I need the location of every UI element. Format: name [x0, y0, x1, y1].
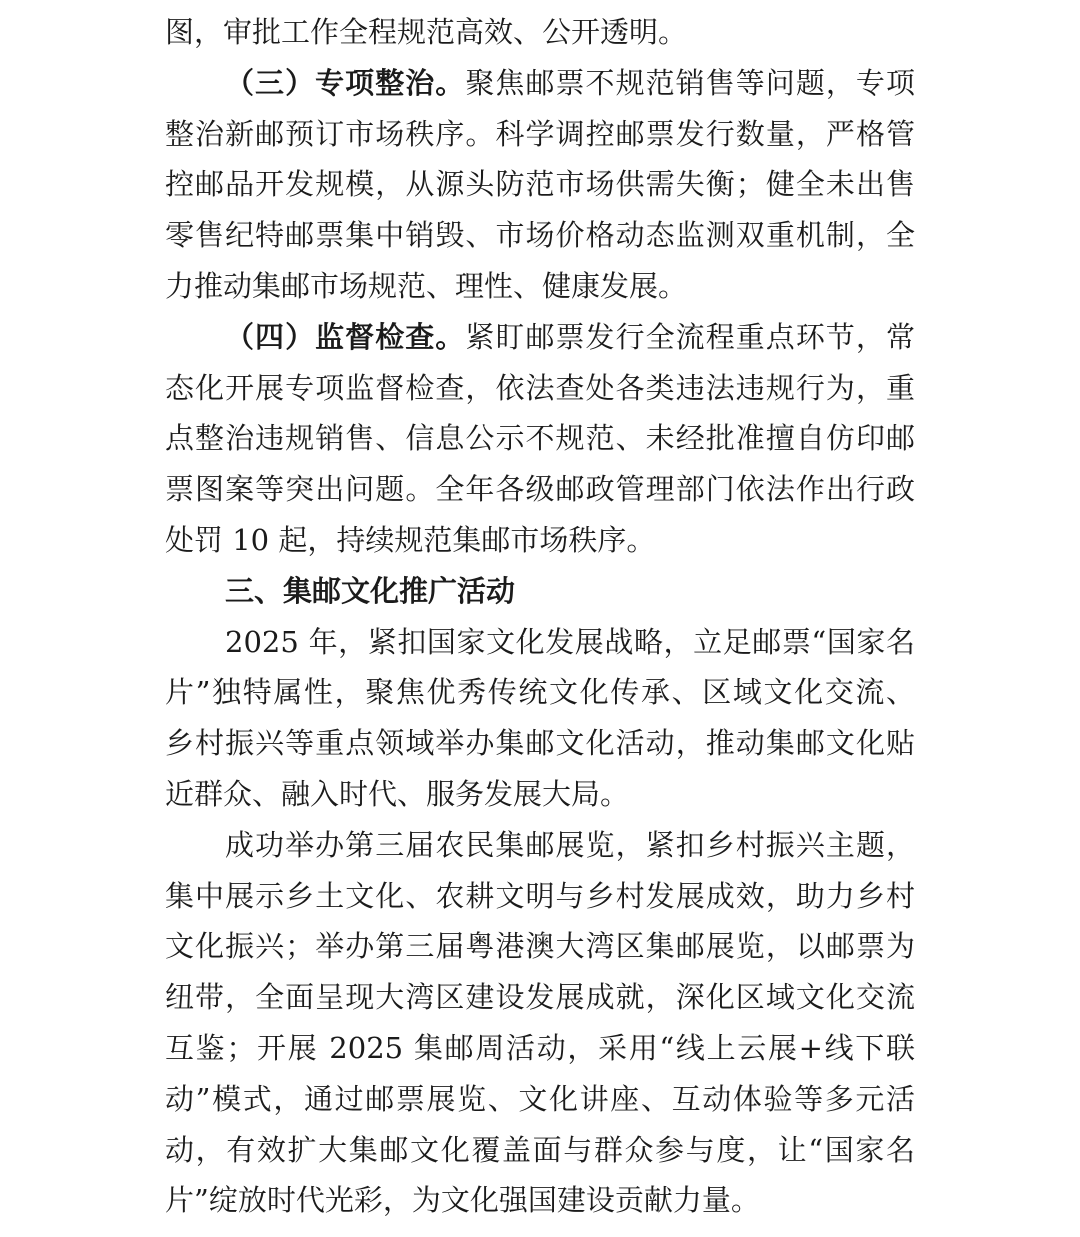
text-line: 票图案等突出问题。全年各级邮政管理部门依法作出行政 — [165, 472, 915, 507]
text-line: 2025 年，紧扣国家文化发展战略，立足邮票“国家名 — [225, 624, 915, 659]
section-lead: （三）专项整治。 — [225, 65, 466, 100]
text-line: 集中展示乡土文化、农耕文明与乡村发展成效，助力乡村 — [165, 878, 915, 913]
text-line: 纽带，全面呈现大湾区建设发展成就，深化区域文化交流 — [165, 980, 915, 1015]
text-line: 文化振兴；举办第三届粤港澳大湾区集邮展览，以邮票为 — [165, 929, 915, 964]
line-text: 紧盯邮票发行全流程重点环节，常 — [465, 319, 915, 354]
text-line — [165, 58, 915, 109]
text-line: 零售纪特邮票集中销毁、市场价格动态监测双重机制，全 — [165, 218, 915, 253]
text-line: 处罚 10 起，持续规范集邮市场秩序。 — [165, 522, 656, 557]
paragraph-culture-strategy — [165, 617, 915, 820]
text-line: 片”绽放时代光彩，为文化强国建设贡献力量。 — [165, 1183, 760, 1218]
text-line: 动，有效扩大集邮文化覆盖面与群众参与度，让“国家名 — [165, 1132, 915, 1167]
text-line: 整治新邮预订市场秩序。科学调控邮票发行数量，严格管 — [165, 116, 915, 151]
text-line: 动”模式，通过邮票展览、文化讲座、互动体验等多元活 — [165, 1081, 915, 1116]
text-line: 近群众、融入时代、服务发展大局。 — [165, 776, 630, 811]
text-line: 控邮品开发规模，从源头防范市场供需失衡；健全未出售 — [165, 167, 915, 202]
paragraph-supervision-inspection — [165, 312, 915, 566]
text-line: 互鉴；开展 2025 集邮周活动，采用“线上云展+线下联 — [165, 1030, 915, 1065]
line-text: 聚焦邮票不规范销售等问题，专项 — [465, 65, 915, 100]
text-line: 点整治违规销售、信息公示不规范、未经批准擅自仿印邮 — [165, 421, 915, 456]
text-line: 力推动集邮市场规范、理性、健康发展。 — [165, 268, 688, 303]
paragraph-exhibitions — [165, 820, 915, 1226]
document-page — [165, 7, 915, 1226]
text-line: 片”独特属性，聚焦优秀传统文化传承、区域文化交流、 — [165, 675, 915, 710]
text-line — [165, 312, 915, 363]
section-heading: 三、集邮文化推广活动 — [225, 573, 516, 608]
text-line: 乡村振兴等重点领域举办集邮文化活动，推动集邮文化贴 — [165, 726, 915, 761]
paragraph-approval-continuation — [165, 7, 915, 58]
text-line: 成功举办第三届农民集邮展览，紧扣乡村振兴主题， — [225, 827, 915, 862]
text-line: 图，审批工作全程规范高效、公开透明。 — [165, 15, 688, 49]
paragraph-special-rectification — [165, 58, 915, 312]
text-line: 态化开展专项监督检查，依法查处各类违法违规行为，重 — [165, 370, 915, 405]
section-lead: （四）监督检查。 — [225, 319, 466, 354]
